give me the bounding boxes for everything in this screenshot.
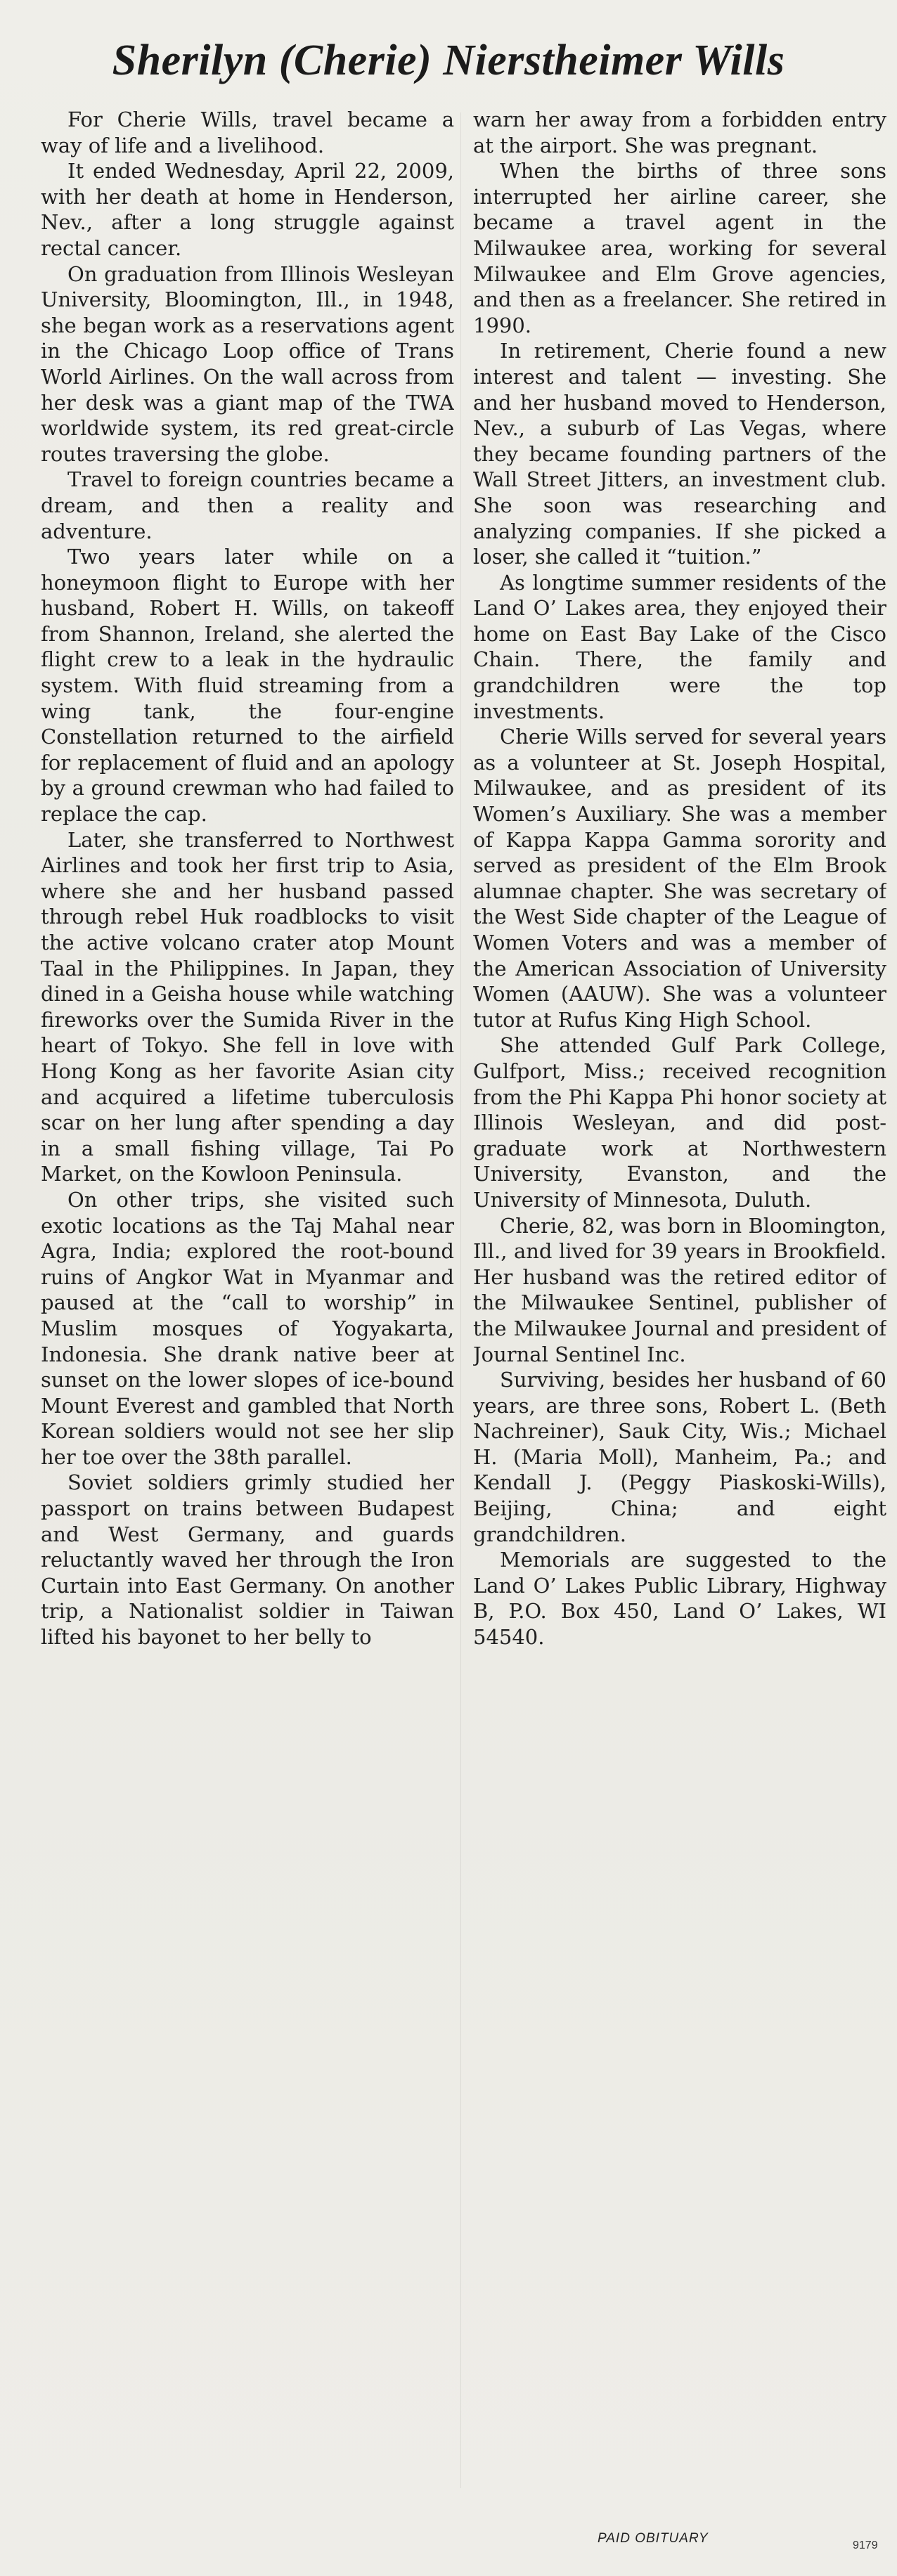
paragraph: Soviet soldiers grimly studied her passport on trains between Budapest and West Germany, and guards reluctantly waved her through the Iron Curtain into East Germany. On another trip, a Nationalist soldier in Taiwan lifted his bayonet to her belly to <box>41 1470 454 1650</box>
paid-obituary-label: PAID OBITUARY <box>598 2531 709 2546</box>
paragraph: Cherie, 82, was born in Bloomington, Ill., and lived for 39 years in Brookfield. Her husband was the retired editor of the Milwaukee Sentinel, publisher of the Milwaukee Journal and president of Journal Sentinel Inc. <box>473 1213 886 1366</box>
paragraph: On other trips, she visited such exotic locations as the Taj Mahal near Agra, India; explored the root-bound ruins of Angkor Wat in Myanmar and paused at the “call to worship” in Muslim mosques of Yogyakarta, Indonesia. She drank native beer at sunset on the lower slopes of ice-bound Mount Everest and gambled that North Korean soldiers would not see her slip her toe over the 38th parallel. <box>41 1187 454 1469</box>
paragraph: In retirement, Cherie found a new interest and talent — investing. She and her husband moved to Henderson, Nev., a suburb of Las Vegas, where they became founding partners of the Wall Street Jitters, an investment club. She soon was researching and analyzing companies. If she picked a loser, she called it “tuition.” <box>473 339 886 569</box>
paragraph: She attended Gulf Park College, Gulfport, Miss.; received recognition from the Phi Kappa Phi honor society at Illinois Wesleyan, and did post-graduate work at Northwestern University, Evanston, and the University of Minnesota, Duluth. <box>473 1033 886 1212</box>
paragraph: Two years later while on a honeymoon flight to Europe with her husband, Robert H. Wills, on takeoff from Shannon, Ireland, she alerted the flight crew to a leak in the hydraulic system. With fluid streaming from a wing tank, the four-engine Constellation returned to the airfield for replacement of fluid and an apology by a ground crewman who had failed to replace the cap. <box>41 545 454 827</box>
paragraph-continued: warn her away from a forbidden entry at the airport. She was pregnant. <box>473 108 886 157</box>
column-divider <box>460 112 461 2488</box>
paragraph: When the births of three sons interrupted her airline career, she became a travel agent in the Milwaukee area, working for several Milwaukee and Elm Grove agencies, and then as a freelancer. She retired in 1990. <box>473 159 886 337</box>
paragraph: Surviving, besides her husband of 60 years, are three sons, Robert L. (Beth Nachreiner), Sauk City, Wis.; Michael H. (Maria Moll), Manheim, Pa.; and Kendall J. (Peggy Piaskoski-Wills), Beijing, China; and eight grandchildren. <box>473 1368 886 1546</box>
obituary-title: Sherilyn (Cherie) Nierstheimer Wills <box>112 37 785 84</box>
paragraph: Cherie Wills served for several years as a volunteer at St. Joseph Hospital, Milwaukee, and as president of its Women’s Auxiliary. She was a member of Kappa Kappa Gamma sorority and served as president of the Elm Brook alumnae chapter. She was secretary of the West Side chapter of the League of Women Voters and was a member of the American Association of University Women (AAUW). She was a volunteer tutor at Rufus King High School. <box>473 725 886 1032</box>
paragraph: For Cherie Wills, travel became a way of life and a livelihood. <box>41 108 454 157</box>
right-column <box>473 107 886 2497</box>
left-column <box>41 107 454 2497</box>
paragraph: Travel to foreign countries became a dream, and then a reality and adventure. <box>41 467 454 543</box>
paragraph: It ended Wednesday, April 22, 2009, with her death at home in Henderson, Nev., after a long struggle against rectal cancer. <box>41 159 454 260</box>
paragraph: On graduation from Illinois Wesleyan University, Bloomington, Ill., in 1948, she began work as a reservations agent in the Chicago Loop office of Trans World Airlines. On the wall across from her desk was a giant map of the TWA worldwide system, its red great-circle routes traversing the globe. <box>41 261 454 466</box>
paragraph: Later, she transferred to Northwest Airlines and took her first trip to Asia, where she and her husband passed through rebel Huk roadblocks to visit the active volcano crater atop Mount Taal in the Philippines. In Japan, they dined in a Geisha house while watching fireworks over the Sumida River in the heart of Tokyo. She fell in love with Hong Kong as her favorite Asian city and acquired a lifetime tuberculosis scar on her lung after spending a day in a small fishing village, Tai Po Market, on the Kowloon Peninsula. <box>41 827 454 1186</box>
paragraph: As longtime summer residents of the Land O’ Lakes area, they enjoyed their home on East Bay Lake of the Cisco Chain. There, the family and grandchildren were the top investments. <box>473 570 886 723</box>
paragraph: Memorials are suggested to the Land O’ Lakes Public Library, Highway B, P.O. Box 450, Land O’ Lakes, WI 54540. <box>473 1548 886 1650</box>
ad-code: 9179 <box>853 2539 878 2551</box>
